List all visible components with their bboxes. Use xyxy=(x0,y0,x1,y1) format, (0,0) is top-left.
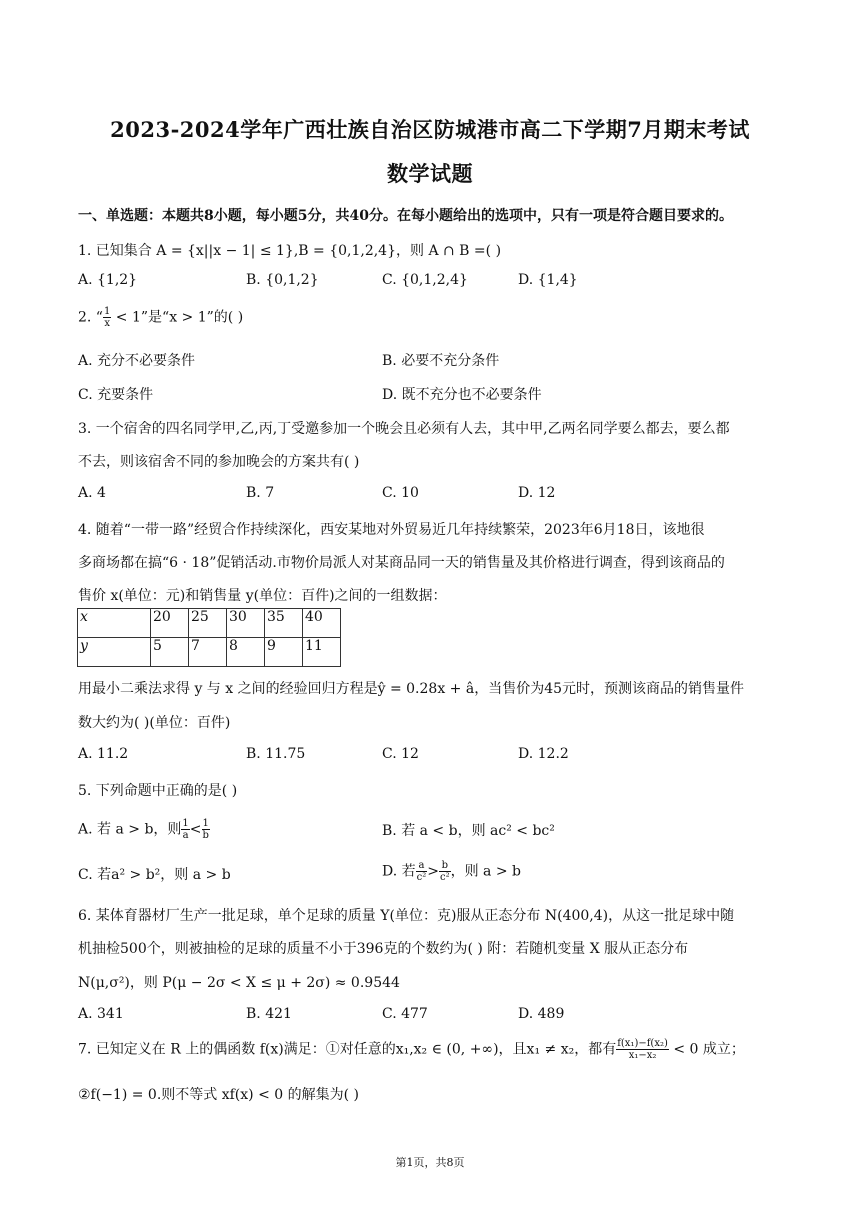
table-cell: 9 xyxy=(265,638,303,667)
question-7-line-1 xyxy=(78,1038,745,1061)
q5-option-c: C. 若a² > b²，则 a > b xyxy=(78,867,231,883)
q3-option-d: D. 12 xyxy=(518,485,556,501)
q4-option-d: D. 12.2 xyxy=(518,746,569,762)
q4-option-c: C. 12 xyxy=(382,746,419,762)
question-5-stem: 5. 下列命题中正确的是( ) xyxy=(78,783,238,799)
q3-option-a: A. 4 xyxy=(78,485,106,501)
question-7-line-2: ②f(−1) = 0.则不等式 xf(x) < 0 的解集为( ) xyxy=(78,1087,359,1103)
page-footer: 第1页，共8页 xyxy=(395,1156,465,1169)
q5-option-a xyxy=(78,818,210,841)
q2-stem-prefix: 2. “ xyxy=(78,309,103,326)
q4-option-a: A. 11.2 xyxy=(78,746,129,762)
question-1-stem: 1. 已知集合 A = {x||x − 1| ≤ 1},B = {0,1,2,4}，则 A ∩ B =( ) xyxy=(78,243,502,259)
q6-option-a: A. 341 xyxy=(78,1006,124,1022)
question-4-line-5: 数大约为( )(单位：百件) xyxy=(78,715,231,731)
q4-option-b: B. 11.75 xyxy=(246,746,306,762)
q5-a-frac-1-num: 1 xyxy=(182,818,189,829)
q5-d-frac-1-num: a xyxy=(416,860,428,872)
q2-option-a: A. 充分不必要条件 xyxy=(78,353,196,369)
table-cell: y xyxy=(78,638,151,667)
table-cell: 7 xyxy=(189,638,227,667)
question-6-line-3: N(μ,σ²)，则 P(μ − 2σ < X ≤ μ + 2σ) ≈ 0.9544 xyxy=(78,975,400,991)
q7-frac-den: x₁−x₂ xyxy=(628,1050,657,1061)
q1-option-b: B. {0,1,2} xyxy=(246,272,319,288)
q1-option-c: C. {0,1,2,4} xyxy=(382,272,468,288)
q5-d-frac-1-den: c² xyxy=(416,872,427,883)
q5-a-op: < xyxy=(189,821,202,838)
q3-option-b: B. 7 xyxy=(246,485,275,501)
table-cell: x xyxy=(78,609,151,638)
table-cell: 8 xyxy=(227,638,265,667)
q5-d-prefix: D. 若 xyxy=(382,863,416,880)
exam-subtitle: 数学试题 xyxy=(387,161,473,186)
question-3-line-1: 3. 一个宿舍的四名同学甲,乙,丙,丁受邀参加一个晚会且必须有人去，其中甲,乙两名同学要么都去，要么都 xyxy=(78,421,730,437)
section-heading: 一、单选题：本题共8小题，每小题5分，共40分。在每小题给出的选项中，只有一项是符合题目要求的。 xyxy=(78,208,733,224)
q5-a-frac-1-den: a xyxy=(182,830,189,841)
question-4-line-2: 多商场都在搞“6 · 18”促销活动.市物价局派人对某商品同一天的销售量及其价格进行调查，得到该商品的 xyxy=(78,555,725,571)
table-row xyxy=(78,638,341,667)
question-4-line-4: 用最小二乘法求得 y 与 x 之间的经验回归方程是ŷ = 0.28x + â，当售价为45元时，预测该商品的销售量件 xyxy=(78,681,745,697)
q7-line-1-prefix: 7. 已知定义在 R 上的偶函数 f(x)满足：①对任意的x₁,x₂ ∈ (0, +∞)，且x₁ ≠ x₂，都有 xyxy=(78,1041,617,1058)
table-cell: 20 xyxy=(151,609,189,638)
question-6-line-1: 6. 某体育器材厂生产一批足球，单个足球的质量 Y(单位：克)服从正态分布 N(400,4)，从这一批足球中随 xyxy=(78,908,735,924)
q7-line-1-suffix: < 0 成立； xyxy=(668,1041,745,1058)
q3-option-c: C. 10 xyxy=(382,485,419,501)
q5-d-frac-1 xyxy=(416,860,428,883)
table-cell: 5 xyxy=(151,638,189,667)
q6-option-d: D. 489 xyxy=(518,1006,565,1022)
q5-d-frac-2-den: c² xyxy=(439,872,450,883)
question-6-line-2: 机抽检500个，则被抽检的足球的质量不小于396克的个数约为( ) 附：若随机变量 X 服从正态分布 xyxy=(78,941,689,957)
q5-d-frac-2-num: b xyxy=(439,860,451,872)
question-4-line-1: 4. 随着“一带一路”经贸合作持续深化，西安某地对外贸易近几年持续繁荣，2023年6月18日，该地很 xyxy=(78,522,705,538)
table-row xyxy=(78,609,341,638)
q1-option-a: A. {1,2} xyxy=(78,272,138,288)
table-cell: 40 xyxy=(303,609,341,638)
q6-option-c: C. 477 xyxy=(382,1006,428,1022)
q6-option-b: B. 421 xyxy=(246,1006,292,1022)
q5-d-suffix: ，则 a > b xyxy=(450,863,521,880)
q2-frac-den: x xyxy=(104,318,110,329)
q2-option-d: D. 既不充分也不必要条件 xyxy=(382,387,542,403)
q7-frac-num: f(x₁)−f(x₂) xyxy=(617,1038,668,1049)
q5-a-frac-2-num: 1 xyxy=(202,818,209,829)
table-cell: 25 xyxy=(189,609,227,638)
q5-a-frac-1 xyxy=(181,818,189,841)
question-2-stem xyxy=(78,306,243,329)
q5-option-d xyxy=(382,860,521,883)
question-3-line-2: 不去，则该宿舍不同的参加晚会的方案共有( ) xyxy=(78,454,360,470)
table-cell: 11 xyxy=(303,638,341,667)
q5-a-frac-2 xyxy=(202,818,210,841)
data-table xyxy=(77,608,341,667)
q2-frac-num: 1 xyxy=(103,306,111,317)
q2-option-b: B. 必要不充分条件 xyxy=(382,353,500,369)
exam-title: 2023-2024学年广西壮族自治区防城港市高二下学期7月期末考试 xyxy=(110,117,750,142)
q7-fraction xyxy=(616,1038,669,1061)
q5-a-frac-2-den: b xyxy=(202,830,209,841)
table-cell: 35 xyxy=(265,609,303,638)
q5-option-b: B. 若 a < b，则 ac² < bc² xyxy=(382,823,555,839)
q5-d-op: > xyxy=(427,863,439,880)
table-cell: 30 xyxy=(227,609,265,638)
q5-d-frac-2 xyxy=(439,860,451,883)
question-4-line-3: 售价 x(单位：元)和销售量 y(单位：百件)之间的一组数据： xyxy=(78,588,447,604)
q5-a-prefix: A. 若 a > b，则 xyxy=(78,821,182,838)
q2-stem-suffix: < 1”是“x > 1”的( ) xyxy=(111,309,244,326)
q2-option-c: C. 充要条件 xyxy=(78,387,154,403)
q1-option-d: D. {1,4} xyxy=(518,272,578,288)
